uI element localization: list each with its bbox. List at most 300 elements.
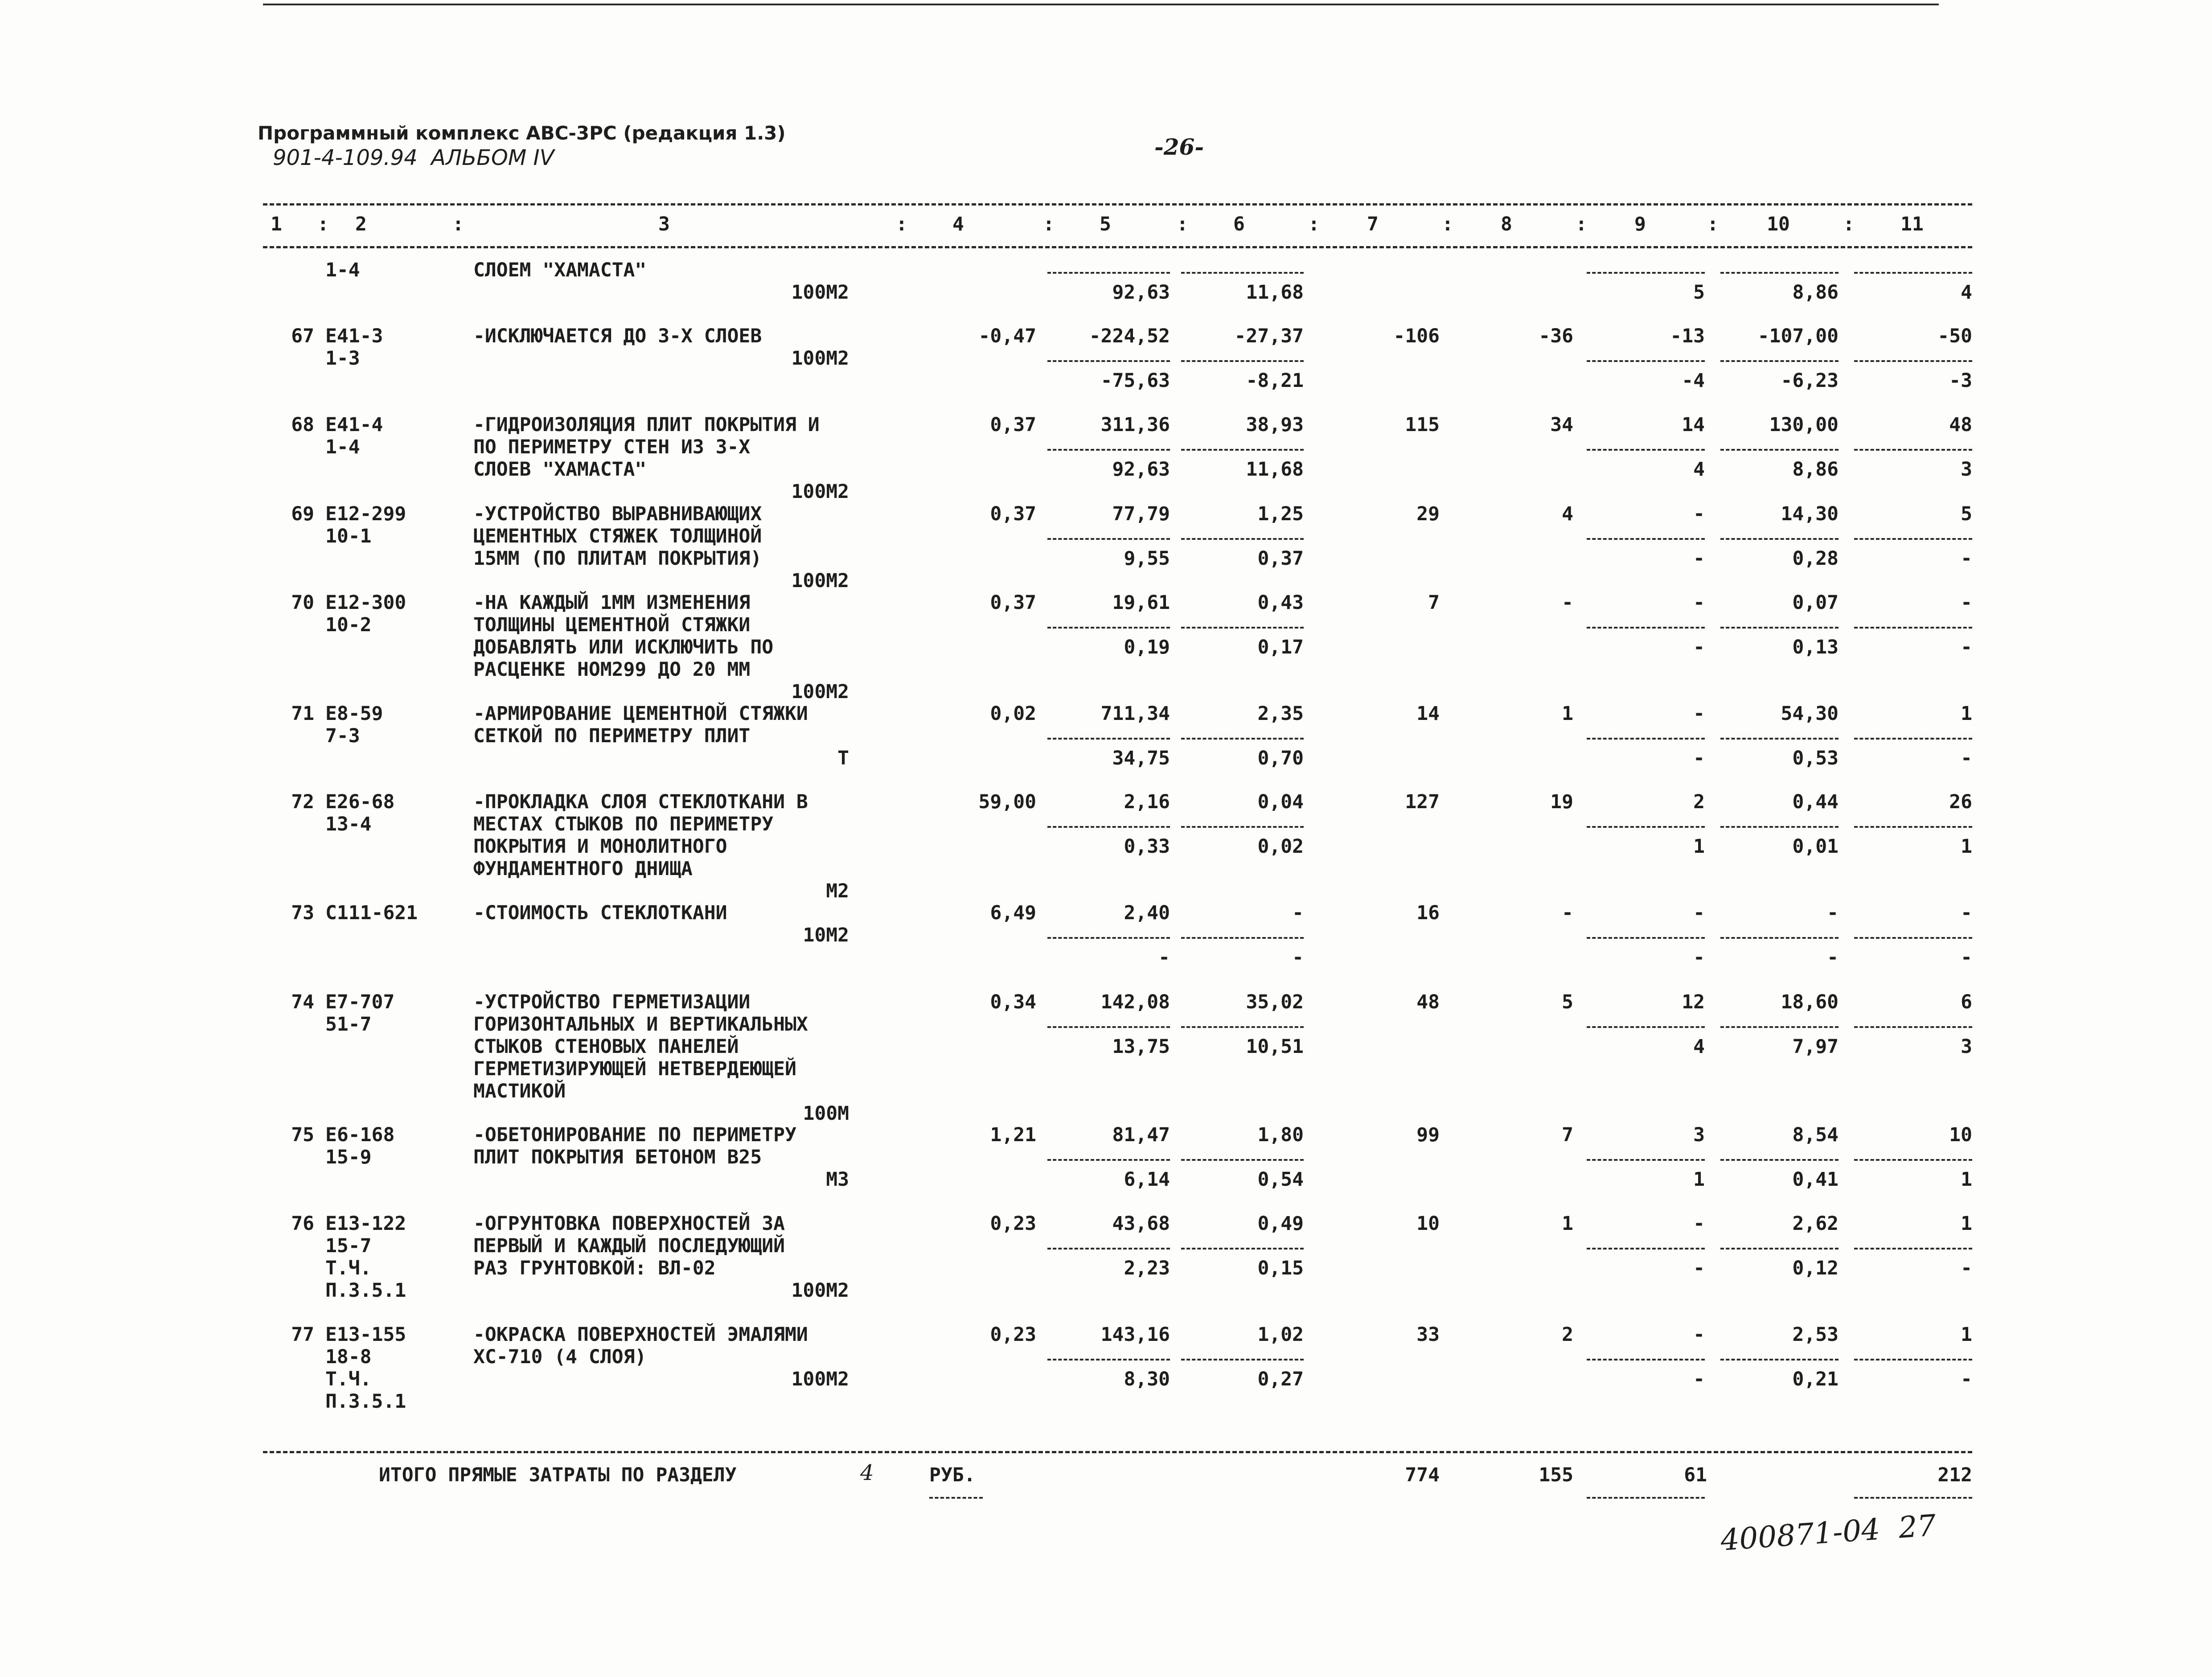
cell-c10-bottom: 8,86 [1792, 458, 1839, 481]
quantity: 0,37 [990, 414, 1036, 436]
cell-divider [1854, 1359, 1972, 1361]
cell-c10-bottom: - [1827, 946, 1839, 969]
cell-c5-top: 81,47 [1112, 1124, 1170, 1146]
cell-c5-top: 43,68 [1112, 1213, 1170, 1235]
work-description: ЦЕМЕНТНЫХ СТЯЖЕК ТОЛЩИНОЙ [473, 525, 762, 547]
rate-code: 15-7 [325, 1235, 372, 1257]
work-description: СЛОЕВ "ХАМАСТА" [473, 458, 647, 481]
cell-c7: 7 [1428, 592, 1440, 614]
cell-c7: 29 [1416, 503, 1440, 525]
work-description: ГЕРМЕТИЗИРУЮЩЕЙ НЕТВЕРДЕЮЩЕЙ [473, 1058, 796, 1080]
work-description: ПЕРВЫЙ И КАЖДЫЙ ПОСЛЕДУЮЩИЙ [473, 1235, 785, 1257]
cell-c9-bottom: - [1693, 547, 1705, 570]
column-header-10: 10 [1767, 213, 1790, 235]
quantity: 0,37 [990, 592, 1036, 614]
cell-c6-bottom: 11,68 [1246, 458, 1304, 481]
cell-divider [1587, 738, 1705, 740]
quantity: 1,21 [990, 1124, 1036, 1146]
page-number: -26- [1154, 134, 1204, 160]
cell-divider [1720, 1159, 1839, 1161]
cell-divider [1720, 538, 1839, 540]
cell-c11-top: 1 [1961, 1324, 1972, 1346]
cell-divider [1720, 360, 1839, 362]
column-separator: : [1043, 213, 1055, 235]
total-rule [263, 1451, 1972, 1453]
cell-divider [1587, 1248, 1705, 1250]
cell-c5-bottom: 6,14 [1124, 1168, 1170, 1191]
cell-c10-top: -107,00 [1757, 325, 1839, 347]
cell-divider [1720, 449, 1839, 451]
rate-code: Т.Ч. [325, 1368, 372, 1390]
cell-c11-bottom: 3 [1961, 458, 1972, 481]
cell-c5-top: 19,61 [1112, 592, 1170, 614]
unit-of-measure: 10М2 [803, 924, 849, 946]
cell-c11-top: 10 [1949, 1124, 1972, 1146]
total-section: 4 [860, 1460, 874, 1485]
cell-divider [1181, 538, 1304, 540]
unit-of-measure: 100М2 [791, 1368, 849, 1390]
cell-c11-top: - [1961, 592, 1972, 614]
cell-divider [1047, 1359, 1170, 1361]
cell-c6-top: 0,04 [1257, 791, 1304, 813]
cell-c10-top: 18,60 [1781, 991, 1839, 1013]
cell-divider [1854, 360, 1972, 362]
cell-c5-bottom: 8,30 [1124, 1368, 1170, 1390]
cell-divider [1587, 1026, 1705, 1028]
cell-c8: 5 [1562, 991, 1573, 1013]
column-header-11: 11 [1900, 213, 1924, 235]
cell-divider [1720, 738, 1839, 740]
rate-code: 18-8 [325, 1346, 372, 1368]
cell-divider [1854, 627, 1972, 629]
cell-c10-top: 54,30 [1781, 703, 1839, 725]
cell-c9-top: - [1693, 1213, 1705, 1235]
cell-divider [1047, 272, 1170, 274]
cell-c10-top: 2,62 [1792, 1213, 1839, 1235]
cell-c9-bottom: - [1693, 1257, 1705, 1279]
work-description: МАСТИКОЙ [473, 1080, 566, 1102]
work-description: ПЛИТ ПОКРЫТИЯ БЕТОНОМ В25 [473, 1146, 762, 1168]
total-col7: 774 [1405, 1464, 1440, 1486]
column-separator: : [452, 213, 464, 235]
cell-c9-bottom: - [1693, 636, 1705, 658]
work-description: -ПРОКЛАДКА СЛОЯ СТЕКЛОТКАНИ В [473, 791, 808, 813]
cell-c7: 99 [1416, 1124, 1440, 1146]
cell-c10-bottom: 0,13 [1792, 636, 1839, 658]
cell-divider [1587, 538, 1705, 540]
cell-divider [1181, 826, 1304, 828]
cell-c11-bottom: 1 [1961, 1168, 1972, 1191]
cell-c5-bottom: 34,75 [1112, 747, 1170, 769]
rate-code: Е8-59 [325, 703, 383, 725]
cell-divider [1047, 1026, 1170, 1028]
work-description: ФУНДАМЕНТНОГО ДНИЩА [473, 858, 693, 880]
rate-code: 1-4 [325, 436, 360, 458]
cell-c7: 10 [1416, 1213, 1440, 1235]
cell-c5-bottom: 2,23 [1124, 1257, 1170, 1279]
header-rule-top [263, 203, 1972, 206]
work-description: -УСТРОЙСТВО ВЫРАВНИВАЮЩИХ [473, 503, 762, 525]
cell-c11-bottom: - [1961, 747, 1972, 769]
cell-c5-top: -224,52 [1089, 325, 1170, 347]
cell-c5-bottom: 92,63 [1112, 281, 1170, 304]
column-header-8: 8 [1501, 213, 1512, 235]
column-separator: : [896, 213, 907, 235]
cell-c8: -36 [1539, 325, 1573, 347]
cell-c9-bottom: - [1693, 1368, 1705, 1390]
cell-c11-top: - [1961, 902, 1972, 924]
cell-c5-bottom: 0,19 [1124, 636, 1170, 658]
rate-code: Е12-299 [325, 503, 406, 525]
column-header-7: 7 [1367, 213, 1379, 235]
cell-divider [1181, 627, 1304, 629]
column-header-9: 9 [1634, 213, 1646, 235]
cell-divider [1047, 1159, 1170, 1161]
cell-divider [1181, 360, 1304, 362]
work-description: -ИСКЛЮЧАЕТСЯ ДО 3-Х СЛОЕВ [473, 325, 762, 347]
cell-divider [1854, 738, 1972, 740]
unit-of-measure: 100М [803, 1102, 849, 1125]
cell-c10-bottom: 7,97 [1792, 1036, 1839, 1058]
unit-of-measure: М3 [826, 1168, 849, 1191]
column-header-5: 5 [1100, 213, 1111, 235]
rate-code: П.3.5.1 [325, 1390, 406, 1413]
cell-divider [1587, 1359, 1705, 1361]
rate-code: 10-1 [325, 525, 372, 547]
work-description: ПОКРЫТИЯ И МОНОЛИТНОГО [473, 835, 727, 858]
work-description: -УСТРОЙСТВО ГЕРМЕТИЗАЦИИ [473, 991, 751, 1013]
cell-c9-bottom: 4 [1693, 1036, 1705, 1058]
cell-c9-top: - [1693, 1324, 1705, 1346]
cell-c5-bottom: 92,63 [1112, 458, 1170, 481]
cell-c10-top: 0,07 [1792, 592, 1839, 614]
cell-c11-bottom: - [1961, 1368, 1972, 1390]
cell-c6-bottom: 0,70 [1257, 747, 1304, 769]
work-description: РАЗ ГРУНТОВКОЙ: ВЛ-02 [473, 1257, 716, 1279]
cell-divider [1854, 1248, 1972, 1250]
total-col11-underline [1854, 1497, 1972, 1499]
rate-code: 15-9 [325, 1146, 372, 1168]
cell-c6-top: 38,93 [1246, 414, 1304, 436]
column-header-1: 1 [271, 213, 282, 235]
cell-c6-bottom: 0,37 [1257, 547, 1304, 570]
cell-c7: 33 [1416, 1324, 1440, 1346]
row-number: 74 [291, 991, 314, 1013]
cell-c5-bottom: 13,75 [1112, 1036, 1170, 1058]
rate-code: 51-7 [325, 1013, 372, 1036]
cell-c9-top: - [1693, 703, 1705, 725]
cell-divider [1720, 1026, 1839, 1028]
cell-c7: 115 [1405, 414, 1440, 436]
cell-c6-top: - [1292, 902, 1304, 924]
cell-c6-top: 2,35 [1257, 703, 1304, 725]
cell-c7: 48 [1416, 991, 1440, 1013]
cell-c11-bottom: 1 [1961, 835, 1972, 858]
column-header-2: 2 [355, 213, 367, 235]
cell-c8: 7 [1562, 1124, 1573, 1146]
cell-divider [1587, 937, 1705, 939]
cell-divider [1720, 937, 1839, 939]
work-description: СЕТКОЙ ПО ПЕРИМЕТРУ ПЛИТ [473, 725, 751, 747]
cell-c6-top: -27,37 [1234, 325, 1304, 347]
unit-of-measure: М2 [826, 880, 849, 902]
work-description: -ОГРУНТОВКА ПОВЕРХНОСТЕЙ ЗА [473, 1213, 785, 1235]
cell-divider [1587, 826, 1705, 828]
cell-c8: - [1562, 902, 1573, 924]
unit-of-measure: 100М2 [791, 347, 849, 370]
cell-c10-bottom: 0,12 [1792, 1257, 1839, 1279]
cell-c11-top: 5 [1961, 503, 1972, 525]
cell-divider [1181, 1026, 1304, 1028]
cell-c10-top: - [1827, 902, 1839, 924]
row-number: 75 [291, 1124, 314, 1146]
work-description: СЛОЕМ "ХАМАСТА" [473, 259, 647, 281]
cell-c11-bottom: - [1961, 636, 1972, 658]
column-separator: : [1576, 213, 1587, 235]
work-description: ХС-710 (4 СЛОЯ) [473, 1346, 647, 1368]
unit-of-measure: 100М2 [791, 281, 849, 304]
cell-c8: 34 [1550, 414, 1573, 436]
cell-c8: 4 [1562, 503, 1573, 525]
total-label: ИТОГО ПРЯМЫЕ ЗАТРАТЫ ПО РАЗДЕЛУ [379, 1464, 737, 1486]
cell-c5-top: 2,16 [1124, 791, 1170, 813]
cell-divider [1587, 272, 1705, 274]
cell-c6-bottom: 0,17 [1257, 636, 1304, 658]
cell-c11-bottom: - [1961, 1257, 1972, 1279]
cell-c7: 16 [1416, 902, 1440, 924]
cell-divider [1047, 627, 1170, 629]
cell-c8: - [1562, 592, 1573, 614]
cell-divider [1587, 449, 1705, 451]
work-description: -ГИДРОИЗОЛЯЦИЯ ПЛИТ ПОКРЫТИЯ И [473, 414, 820, 436]
cell-c9-bottom: 4 [1693, 458, 1705, 481]
work-description: ПО ПЕРИМЕТРУ СТЕН ИЗ 3-Х [473, 436, 751, 458]
work-description: МЕСТАХ СТЫКОВ ПО ПЕРИМЕТРУ [473, 813, 774, 835]
cell-divider [1181, 449, 1304, 451]
cell-c6-top: 35,02 [1246, 991, 1304, 1013]
cell-divider [1181, 937, 1304, 939]
cell-c7: -106 [1393, 325, 1440, 347]
column-separator: : [1177, 213, 1188, 235]
cell-c8: 2 [1562, 1324, 1573, 1346]
cell-c6-bottom: 0,15 [1257, 1257, 1304, 1279]
cell-c11-bottom: -3 [1949, 370, 1972, 392]
cell-c6-bottom: 0,27 [1257, 1368, 1304, 1390]
cell-c9-top: -13 [1670, 325, 1705, 347]
row-number: 71 [291, 703, 314, 725]
cell-c11-top: 26 [1949, 791, 1972, 813]
quantity: 0,23 [990, 1213, 1036, 1235]
cell-c10-bottom: 8,86 [1792, 281, 1839, 304]
cell-c10-bottom: -6,23 [1781, 370, 1839, 392]
cell-c9-top: - [1693, 503, 1705, 525]
work-description: РАСЦЕНКЕ НОМ299 ДО 20 ММ [473, 658, 751, 681]
row-number: 77 [291, 1324, 314, 1346]
handwritten-inventory-number: 400871-04 27 [1719, 1508, 1937, 1558]
cell-c8: 1 [1562, 703, 1573, 725]
column-separator: : [1707, 213, 1719, 235]
quantity: -0,47 [978, 325, 1036, 347]
cell-c5-top: 77,79 [1112, 503, 1170, 525]
cell-c11-bottom: - [1961, 946, 1972, 969]
rate-code: Е12-300 [325, 592, 406, 614]
top-border [263, 4, 1939, 5]
cell-divider [1854, 826, 1972, 828]
work-description: -НА КАЖДЫЙ 1ММ ИЗМЕНЕНИЯ [473, 592, 751, 614]
cell-divider [1854, 1159, 1972, 1161]
cell-divider [1181, 1159, 1304, 1161]
cell-divider [1181, 272, 1304, 274]
cell-divider [1587, 627, 1705, 629]
cell-c9-bottom: 1 [1693, 1168, 1705, 1191]
cell-c6-top: 1,80 [1257, 1124, 1304, 1146]
cell-c9-top: 12 [1682, 991, 1705, 1013]
work-description: СТЫКОВ СТЕНОВЫХ ПАНЕЛЕЙ [473, 1036, 739, 1058]
row-number: 68 [291, 414, 314, 436]
cell-divider [1047, 826, 1170, 828]
unit-of-measure: Т [837, 747, 849, 769]
cell-c9-top: 2 [1693, 791, 1705, 813]
software-caption: Программный комплекс АВС-3РС (редакция 1.3) [258, 122, 786, 144]
cell-c6-bottom: -8,21 [1246, 370, 1304, 392]
cell-c8: 19 [1550, 791, 1573, 813]
cell-c5-top: 311,36 [1100, 414, 1170, 436]
quantity: 6,49 [990, 902, 1036, 924]
work-description: -ОКРАСКА ПОВЕРХНОСТЕЙ ЭМАЛЯМИ [473, 1324, 808, 1346]
quantity: 59,00 [978, 791, 1036, 813]
row-number: 69 [291, 503, 314, 525]
cell-c6-top: 0,49 [1257, 1213, 1304, 1235]
cell-c10-bottom: 0,01 [1792, 835, 1839, 858]
work-description: -СТОИМОСТЬ СТЕКЛОТКАНИ [473, 902, 727, 924]
cell-c5-top: 2,40 [1124, 902, 1170, 924]
cell-divider [1587, 360, 1705, 362]
row-number: 67 [291, 325, 314, 347]
column-header-3: 3 [658, 213, 670, 235]
rate-code: Е7-707 [325, 991, 395, 1013]
cell-c11-top: -50 [1937, 325, 1972, 347]
cell-c10-top: 2,53 [1792, 1324, 1839, 1346]
quantity: 0,37 [990, 503, 1036, 525]
cell-divider [1047, 738, 1170, 740]
rate-code: Е26-68 [325, 791, 395, 813]
cell-divider [1047, 538, 1170, 540]
cell-c9-top: 3 [1693, 1124, 1705, 1146]
cell-divider [1047, 937, 1170, 939]
cell-c6-bottom: 10,51 [1246, 1036, 1304, 1058]
row-number: 70 [291, 592, 314, 614]
cell-c11-bottom: 4 [1961, 281, 1972, 304]
cell-c6-top: 0,43 [1257, 592, 1304, 614]
cell-c5-bottom: -75,63 [1100, 370, 1170, 392]
work-description: ДОБАВЛЯТЬ ИЛИ ИСКЛЮЧИТЬ ПО [473, 636, 774, 658]
cell-c6-bottom: 0,54 [1257, 1168, 1304, 1191]
cell-c11-top: 6 [1961, 991, 1972, 1013]
cell-divider [1181, 1248, 1304, 1250]
unit-of-measure: 100М2 [791, 570, 849, 592]
column-header-6: 6 [1233, 213, 1245, 235]
cell-divider [1047, 360, 1170, 362]
quantity: 0,34 [990, 991, 1036, 1013]
cell-c10-top: 14,30 [1781, 503, 1839, 525]
total-col9: 61 [1684, 1464, 1707, 1486]
row-number: 73 [291, 902, 314, 924]
unit-of-measure: 100М2 [791, 481, 849, 503]
cell-c5-bottom: 9,55 [1124, 547, 1170, 570]
cell-divider [1181, 1359, 1304, 1361]
rate-code: Е41-4 [325, 414, 383, 436]
work-description: 15ММ (ПО ПЛИТАМ ПОКРЫТИЯ) [473, 547, 762, 570]
unit-of-measure: 100М2 [791, 681, 849, 703]
quantity: 0,02 [990, 703, 1036, 725]
rate-code: 10-2 [325, 614, 372, 636]
rate-code: Е13-155 [325, 1324, 406, 1346]
rate-code: 13-4 [325, 813, 372, 835]
row-number: 76 [291, 1213, 314, 1235]
cell-divider [1720, 272, 1839, 274]
cell-divider [1854, 538, 1972, 540]
header-rule-bottom [263, 246, 1972, 248]
cell-c5-top: 142,08 [1100, 991, 1170, 1013]
rate-code: Е41-3 [325, 325, 383, 347]
cell-divider [1854, 272, 1972, 274]
cell-c10-bottom: 0,28 [1792, 547, 1839, 570]
cell-c5-top: 711,34 [1100, 703, 1170, 725]
column-header-4: 4 [952, 213, 964, 235]
cell-c9-top: 14 [1682, 414, 1705, 436]
rate-code: 1-3 [325, 347, 360, 370]
cell-c9-bottom: - [1693, 747, 1705, 769]
total-col9-underline [1587, 1497, 1705, 1499]
cell-c11-bottom: 3 [1961, 1036, 1972, 1058]
cell-c10-bottom: 0,41 [1792, 1168, 1839, 1191]
work-description: -АРМИРОВАНИЕ ЦЕМЕНТНОЙ СТЯЖКИ [473, 703, 808, 725]
column-separator: : [317, 213, 329, 235]
total-col8: 155 [1539, 1464, 1573, 1486]
cell-c6-bottom: 0,02 [1257, 835, 1304, 858]
cell-c7: 14 [1416, 703, 1440, 725]
row-number: 72 [291, 791, 314, 813]
cell-divider [1720, 627, 1839, 629]
unit-of-measure: 100М2 [791, 1279, 849, 1302]
cell-divider [1854, 449, 1972, 451]
column-separator: : [1308, 213, 1320, 235]
cell-c9-bottom: -4 [1682, 370, 1705, 392]
rate-code: Т.Ч. [325, 1257, 372, 1279]
cell-divider [1720, 826, 1839, 828]
cell-c6-bottom: - [1292, 946, 1304, 969]
cell-c6-bottom: 11,68 [1246, 281, 1304, 304]
rate-code: П.3.5.1 [325, 1279, 406, 1302]
cell-c6-top: 1,02 [1257, 1324, 1304, 1346]
cell-c5-bottom: 0,33 [1124, 835, 1170, 858]
column-separator: : [1843, 213, 1855, 235]
cell-c9-top: - [1693, 592, 1705, 614]
cell-divider [1720, 1248, 1839, 1250]
cell-c10-top: 0,44 [1792, 791, 1839, 813]
quantity: 0,23 [990, 1324, 1036, 1346]
total-currency: РУБ. [929, 1464, 976, 1486]
rate-code: Е13-122 [325, 1213, 406, 1235]
cell-divider [1047, 1248, 1170, 1250]
cell-c11-top: 48 [1949, 414, 1972, 436]
cell-c10-bottom: 0,21 [1792, 1368, 1839, 1390]
column-separator: : [1442, 213, 1453, 235]
cell-c9-top: - [1693, 902, 1705, 924]
cell-divider [1854, 1026, 1972, 1028]
work-description: ГОРИЗОНТАЛЬНЫХ И ВЕРТИКАЛЬНЫХ [473, 1013, 808, 1036]
rate-code: 7-3 [325, 725, 360, 747]
